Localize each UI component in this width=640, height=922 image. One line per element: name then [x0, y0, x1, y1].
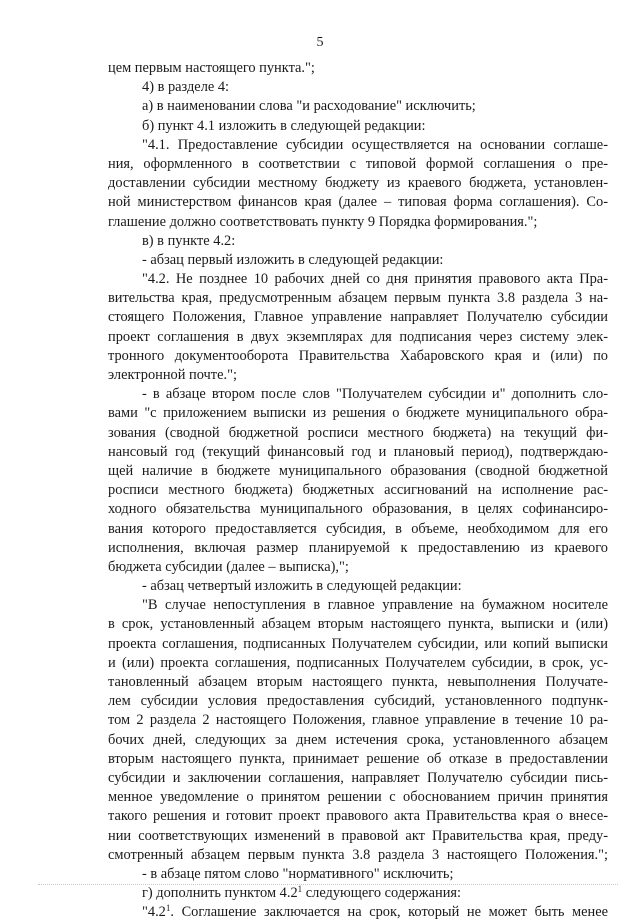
text-line: в срок, установленный абзацем вторым настоящего пункта, выписки и (или)	[108, 616, 608, 633]
text-line: тановленный абзацем вторым настоящего пункта, невыполнения Получате-	[108, 674, 608, 690]
document-body	[108, 59, 608, 922]
text-line: щей наличие в бюджете муниципального образования (сводной бюджетной	[108, 462, 608, 479]
text-run: "4.2	[142, 904, 166, 921]
text-line: - абзац первый изложить в следующей редакции:	[142, 251, 444, 268]
text-line: 4) в разделе 4:	[142, 79, 230, 96]
text-line: ния, оформленного в соответствии с типовой формой соглашения о пре-	[108, 155, 608, 172]
superscript: 1	[297, 884, 303, 895]
text-line	[108, 903, 608, 922]
text-line: цем первым настоящего пункта.";	[108, 60, 315, 76]
text-line: глашение должно соответствовать пункту 9 Порядка формирования.";	[108, 213, 538, 230]
page-number: 5	[316, 35, 324, 50]
text-line: бочих дней, следующих за днем истечения срока, установленного абзацем	[108, 731, 608, 748]
text-line: и (или) проекта соглашения, подписанных Получателем субсидии, в срок, ус-	[108, 654, 608, 671]
text-line: "4.2. Не позднее 10 рабочих дней со дня принятия правового акта Пра-	[142, 271, 608, 288]
text-line: росписи местного бюджета) бюджетных ассигнований на исполнение рас-	[108, 482, 608, 499]
text-line: - абзац четвертый изложить в следующей редакции:	[142, 578, 462, 595]
text-line: субсидии и заключении соглашения, направляет Получателю субсидии пись-	[108, 769, 608, 786]
text-line: электронной почте.";	[108, 367, 237, 383]
text-line: вительства края, предусмотренным абзацем первым пункта 3.8 раздела 3 на-	[108, 290, 608, 307]
text-line: доставлении субсидии местному бюджету из краевого бюджета, установлен-	[108, 175, 608, 192]
text-line: нансовый год (текущий финансовый год и плановый период), подтверждаю-	[108, 443, 608, 460]
text-line: "4.1. Предоставление субсидии осуществляется на основании соглаше-	[142, 136, 608, 153]
text-line: бюджета субсидии (далее – выписка),";	[108, 558, 349, 575]
text-line: такого решения и готовит проект правового акта Правительства края о внесе-	[108, 808, 608, 825]
text-line: в) в пункте 4.2:	[142, 232, 236, 249]
text-run: следующего содержания:	[302, 885, 462, 902]
text-line: ходного обязательства муниципального образования, в целях софинансиро-	[108, 501, 608, 518]
superscript: 1	[165, 903, 171, 914]
text-line: а) в наименовании слова "и расходование" исключить;	[142, 98, 476, 115]
text-line: ной министерством финансов края (далее – типовая форма соглашения). Со-	[108, 194, 608, 211]
text-line: б) пункт 4.1 изложить в следующей редакции:	[142, 117, 426, 134]
text-line: смотренный абзацем первым пункта 3.8 раздела 3 настоящего Положения.";	[108, 846, 608, 863]
text-line: том 2 раздела 2 настоящего Положения, главное управление в течение 10 ра-	[108, 712, 608, 729]
text-line: вами "с приложением выписки из решения о бюджете муниципального обра-	[108, 405, 608, 422]
text-line: вторым настоящего пункта, принимает решение об отказе в предоставлении	[108, 750, 608, 767]
scan-edge-line	[38, 884, 618, 885]
text-line: - в абзаце пятом слово "нормативного" исключить;	[142, 865, 454, 882]
text-line: проекта соглашения, подписанных Получателем субсидии, или копий выписки	[108, 635, 608, 652]
text-line	[108, 884, 608, 903]
text-line: зования (сводной бюджетной росписи местного бюджета) на текущий фи-	[108, 424, 608, 441]
text-line: лем субсидии условия предоставления субсидий, установленного подпунк-	[108, 693, 608, 710]
text-line: вания которого предоставляется субсидия, в объеме, необходимом для его	[108, 520, 608, 537]
text-line: менное уведомление о принятом решении с обоснованием причин принятия	[108, 789, 608, 806]
text-line: стоящего Положения, Главное управление направляет Получателю субсидии	[108, 309, 608, 326]
text-line: "В случае непоступления в главное управление на бумажном носителе	[142, 597, 608, 614]
text-line: исполнения, включая размер планируемой к предоставлению из краевого	[108, 539, 608, 556]
text-line: - в абзаце втором после слов "Получателем субсидии и" дополнить сло-	[142, 386, 608, 403]
text-line: проект соглашения в двух экземплярах для подписания через систему элек-	[108, 328, 608, 345]
text-line: тронного документооборота Правительства Хабаровского края и (или) по	[108, 347, 608, 364]
text-line: нии соответствующих изменений в правовой акт Правительства края, преду-	[108, 827, 608, 844]
text-run: г) дополнить пунктом 4.2	[142, 885, 298, 902]
text-run: . Соглашение заключается на срок, который не может быть менее	[170, 904, 608, 921]
